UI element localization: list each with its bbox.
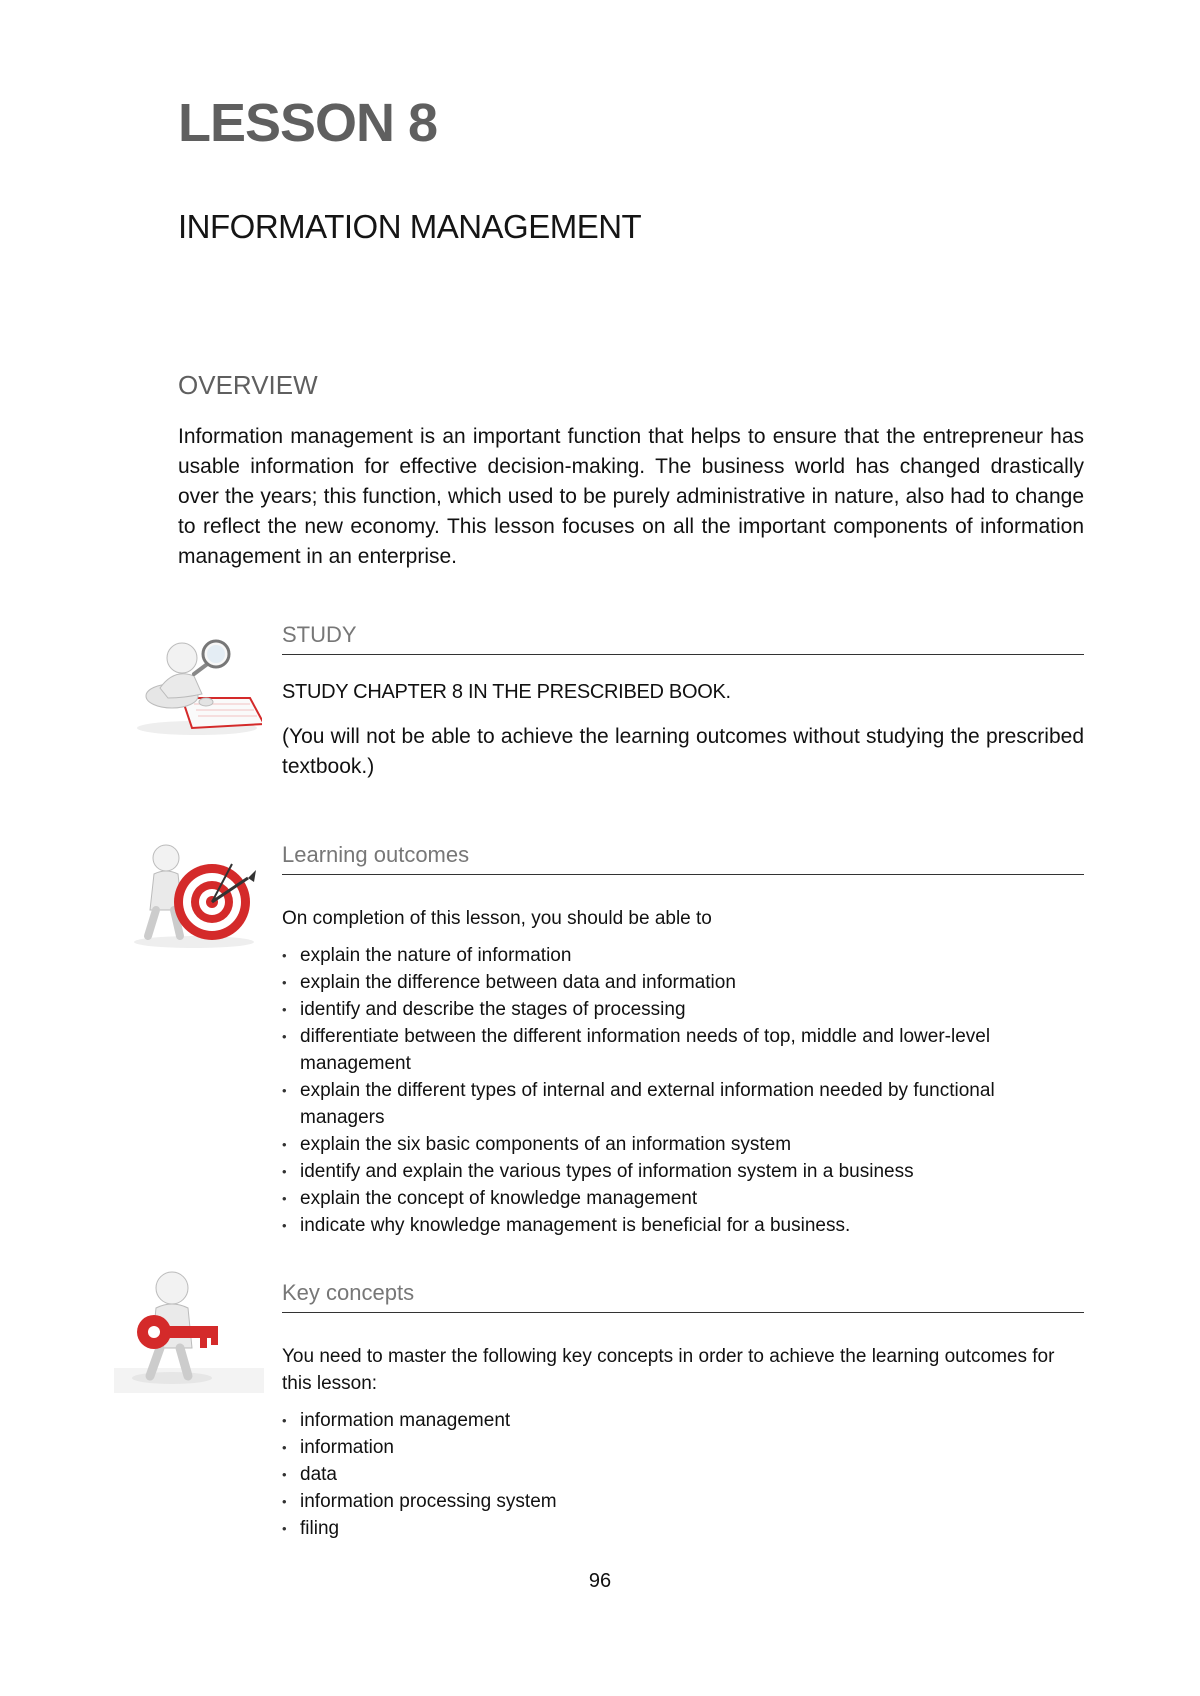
lesson-title: LESSON 8 — [178, 93, 438, 153]
figure-with-target-icon — [124, 840, 259, 955]
key-concepts-list — [282, 1407, 1084, 1542]
list-item: • explain the concept of knowledge management — [282, 1185, 1084, 1212]
list-item: • explain the six basic components of an information system — [282, 1131, 1084, 1158]
learning-outcomes-list — [282, 942, 1084, 1239]
figure-with-magnifier-icon — [132, 628, 262, 743]
list-item: • data — [282, 1461, 1084, 1488]
list-item: • identify and explain the various types of information system in a business — [282, 1158, 1084, 1185]
key-concepts-intro: You need to master the following key concepts in order to achieve the learning outcomes for this lesson: — [282, 1346, 1055, 1394]
page-number: 96 — [588, 1570, 612, 1592]
key-concepts-heading: Key concepts — [282, 1280, 1084, 1313]
list-item: • identify and describe the stages of processing — [282, 996, 1084, 1023]
list-item: • explain the different types of internal and external information needed by functional managers — [282, 1077, 1084, 1131]
lesson-subtitle: INFORMATION MANAGEMENT — [178, 208, 642, 245]
study-section — [282, 622, 1084, 782]
learning-outcomes-heading: Learning outcomes — [282, 842, 1084, 875]
list-item: • information management — [282, 1407, 1084, 1434]
list-item: • explain the nature of information — [282, 942, 1084, 969]
study-note: (You will not be able to achieve the learning outcomes without studying the prescribed textbook.) — [282, 725, 1084, 778]
list-item: • differentiate between the different information needs of top, middle and lower-level management — [282, 1023, 1084, 1077]
list-item: • information — [282, 1434, 1084, 1461]
list-item: • information processing system — [282, 1488, 1084, 1515]
key-concepts-section — [282, 1280, 1084, 1542]
list-item: • filing — [282, 1515, 1084, 1542]
learning-outcomes-intro: On completion of this lesson, you should be able to — [282, 908, 712, 929]
list-item: • indicate why knowledge management is beneficial for a business. — [282, 1212, 1084, 1239]
overview-paragraph: Information management is an important function that helps to ensure that the entrepreneur has usable information for effective decision-making. The business world has changed drastically over the years; this function, which used to be purely administrative in nature, also had to change to reflect the new economy. This lesson focuses on all the important components of information management in an enterprise. — [178, 425, 1084, 568]
figure-with-key-icon — [114, 1268, 264, 1398]
learning-outcomes-section — [282, 842, 1084, 1239]
study-instruction: STUDY CHAPTER 8 IN THE PRESCRIBED BOOK. — [282, 681, 731, 703]
overview-heading: OVERVIEW — [178, 370, 318, 400]
study-heading: STUDY — [282, 622, 1084, 655]
list-item: • explain the difference between data and information — [282, 969, 1084, 996]
